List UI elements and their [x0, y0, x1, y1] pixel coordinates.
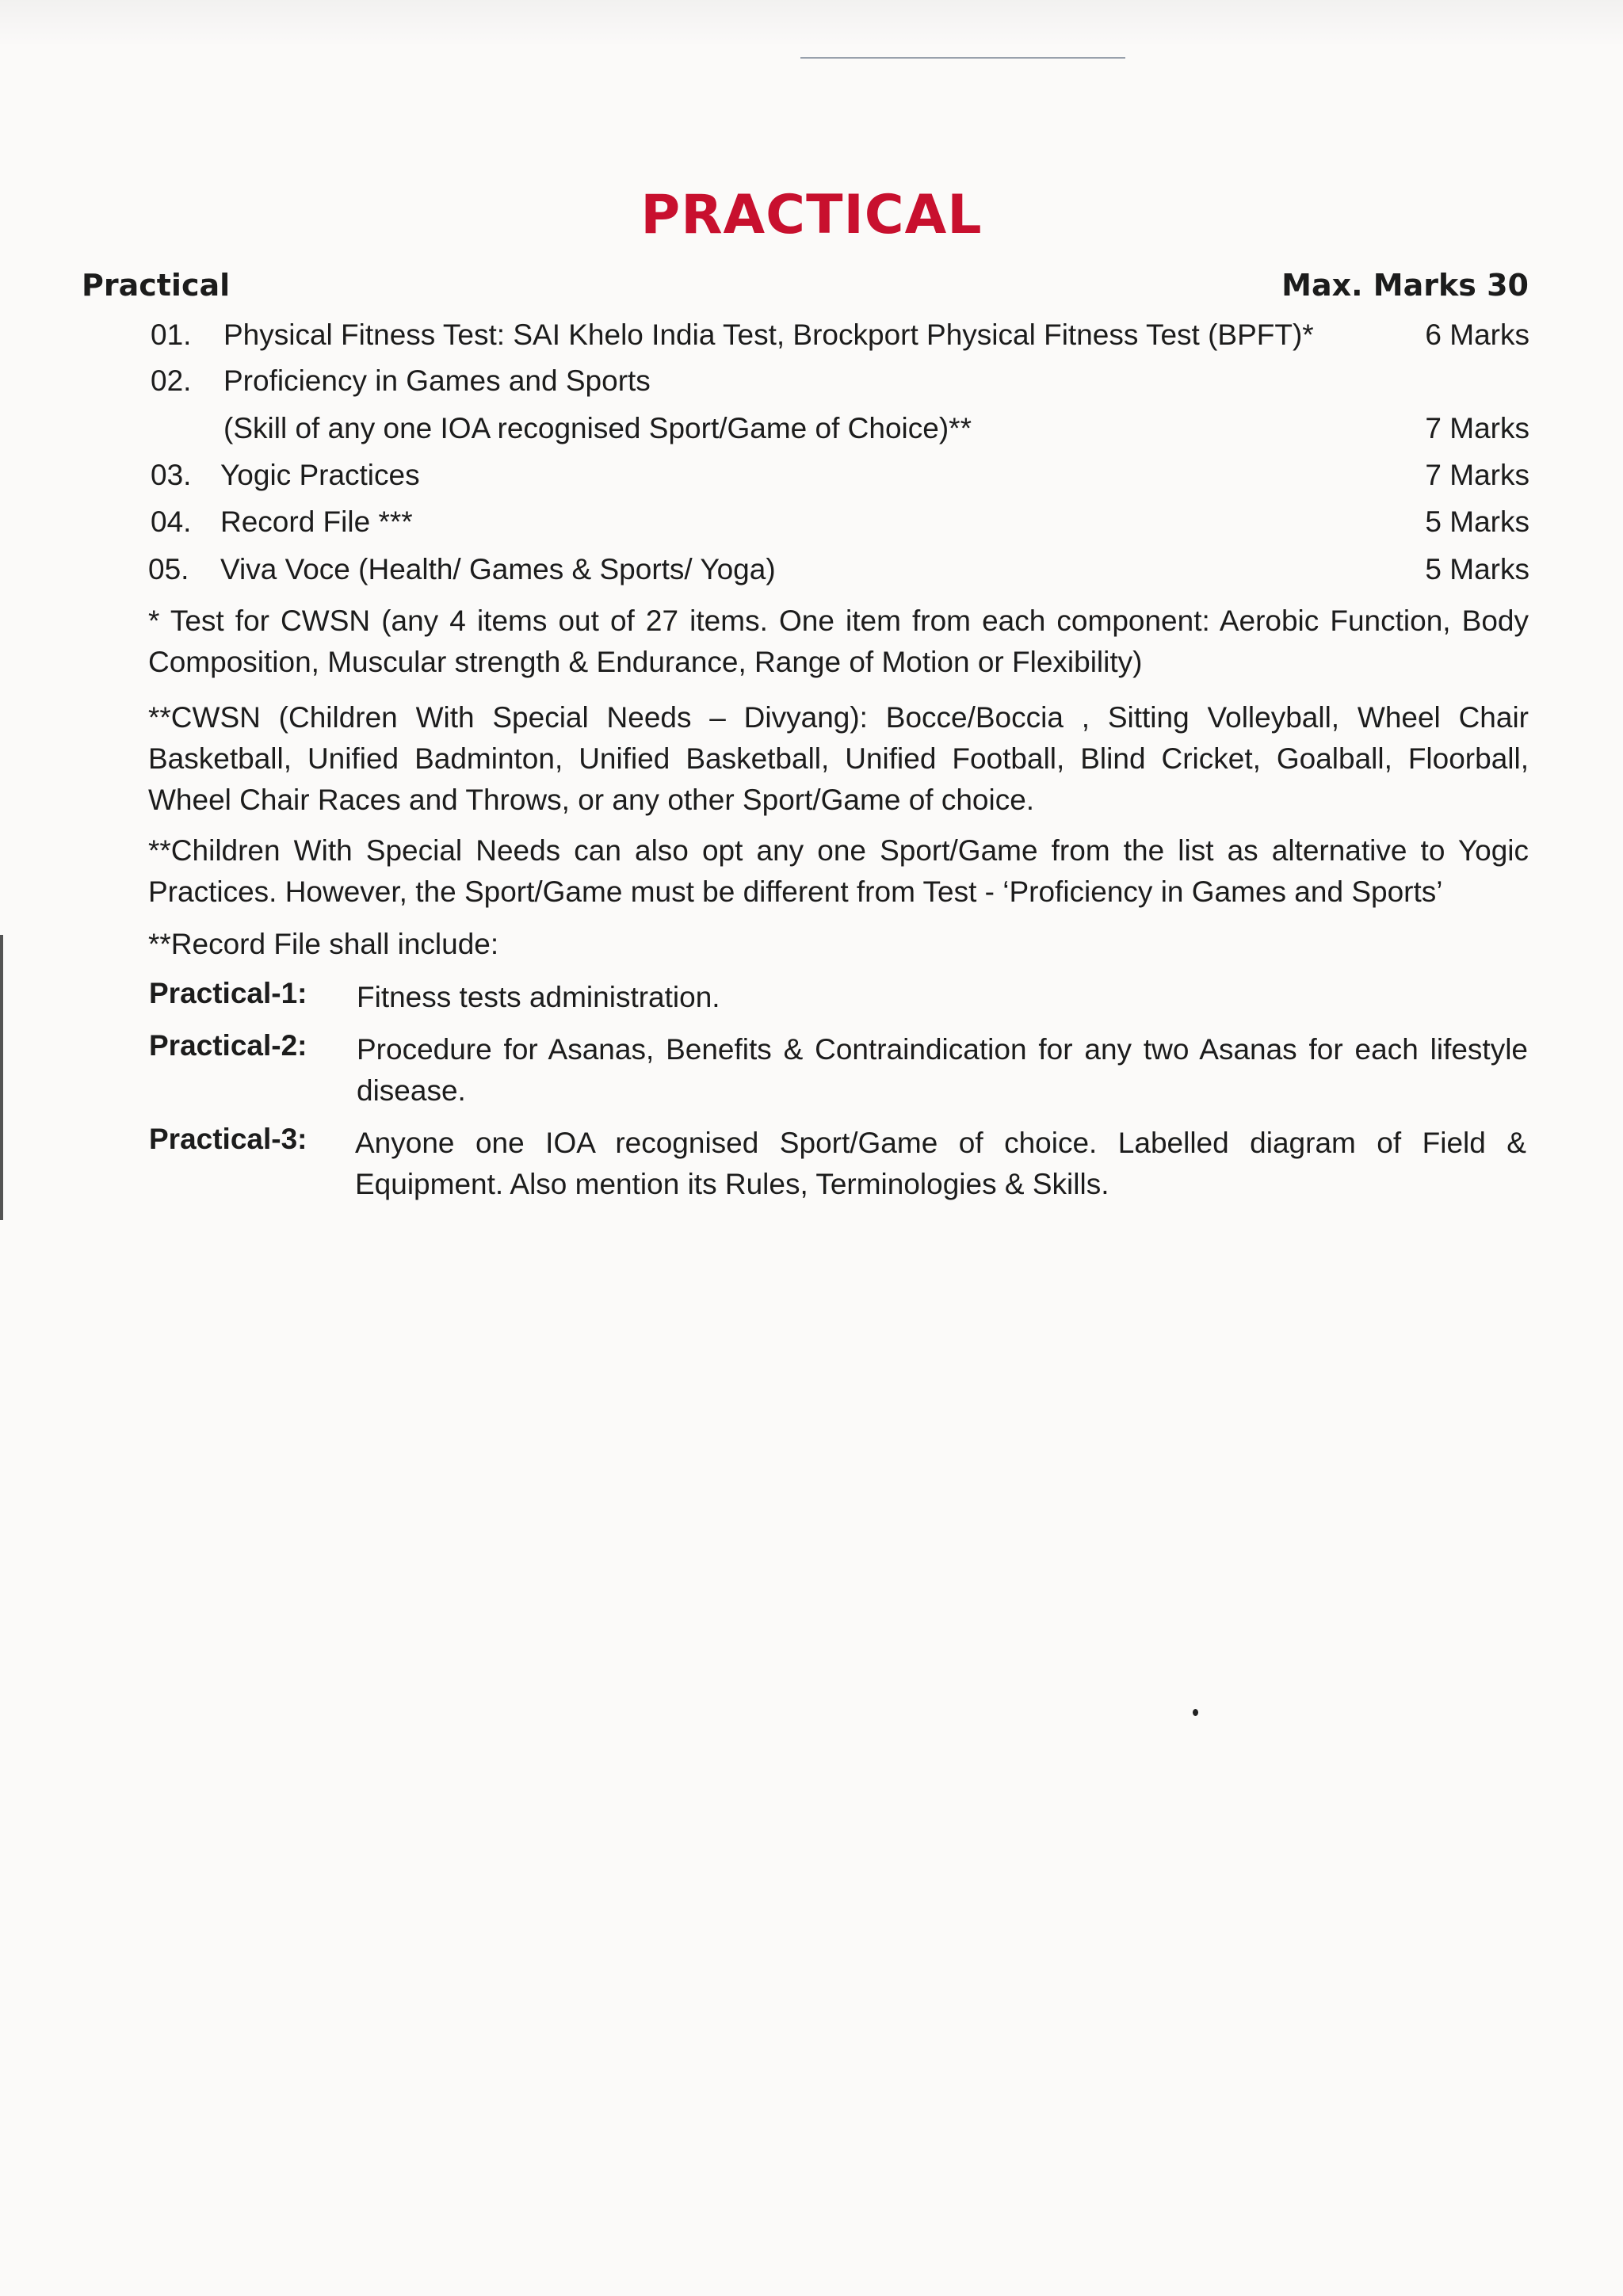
practical-3-text: Anyone one IOA recognised Sport/Game of choice. Labelled diagram of Field & Equipment. Also mention its Rules, Terminologies & Skills. [355, 1127, 1526, 1200]
item-text: Yogic Practices [220, 459, 420, 491]
item-marks: 6 Marks [1425, 318, 1529, 351]
list-item [148, 553, 1529, 589]
section-label: Practical [82, 268, 231, 303]
list-item [151, 364, 1529, 401]
item-number: 04. [151, 505, 192, 538]
list-item [151, 505, 1529, 542]
practical-1-label: Practical-1: [149, 977, 307, 1009]
max-marks-label: Max. Marks 30 [1281, 268, 1529, 303]
item-text: Physical Fitness Test: SAI Khelo India Test, Brockport Physical Fitness Test (BPFT)* [223, 318, 1314, 351]
item-text: Viva Voce (Health/ Games & Sports/ Yoga) [220, 553, 776, 585]
section-header [82, 268, 1529, 307]
note-record-file: **Record File shall include: [148, 928, 499, 960]
item-text: Record File *** [220, 505, 413, 538]
practical-2-label: Practical-2: [149, 1029, 307, 1062]
practical-3-label: Practical-3: [149, 1123, 307, 1155]
item-number: 01. [151, 318, 192, 351]
item-marks: 7 Marks [1425, 459, 1529, 491]
item-number: 05. [148, 553, 189, 585]
note-cwsn-sports: **CWSN (Children With Special Needs – Divyang): Bocce/Boccia , Sitting Volleyball, Wheel Chair Basketball, Unified Badminton, Unified Basketball, Unified Football, Blind Cricket, Goalball, Floorball, Wheel Chair Races and Throws, or any other Sport/Game of choice. [148, 701, 1529, 816]
practical-1-text: Fitness tests administration. [357, 981, 720, 1013]
scan-edge-shadow [0, 935, 3, 1220]
item-text: (Skill of any one IOA recognised Sport/Game of Choice)** [223, 412, 972, 444]
list-item [151, 318, 1529, 355]
list-item [151, 412, 1529, 448]
note-cwsn-alternative: **Children With Special Needs can also opt any one Sport/Game from the list as alternative to Yogic Practices. However, the Sport/Game must be different from Test - ‘Proficiency in Games and Sports’ [148, 834, 1529, 908]
item-marks: 7 Marks [1425, 412, 1529, 444]
item-marks: 5 Marks [1425, 553, 1529, 585]
list-item [151, 459, 1529, 495]
item-number: 03. [151, 459, 192, 491]
item-number: 02. [151, 364, 192, 397]
practical-2-text: Procedure for Asanas, Benefits & Contraindication for any two Asanas for each lifestyle disease. [357, 1033, 1528, 1107]
note-cwsn-test: * Test for CWSN (any 4 items out of 27 items. One item from each component: Aerobic Function, Body Composition, Muscular strength & Endurance, Range of Motion or Flexibility) [148, 605, 1529, 678]
item-text: Proficiency in Games and Sports [223, 364, 651, 397]
scan-speck [1193, 1709, 1198, 1716]
page-title: PRACTICAL [640, 184, 983, 246]
top-scan-rule [800, 57, 1125, 59]
item-marks: 5 Marks [1425, 505, 1529, 538]
